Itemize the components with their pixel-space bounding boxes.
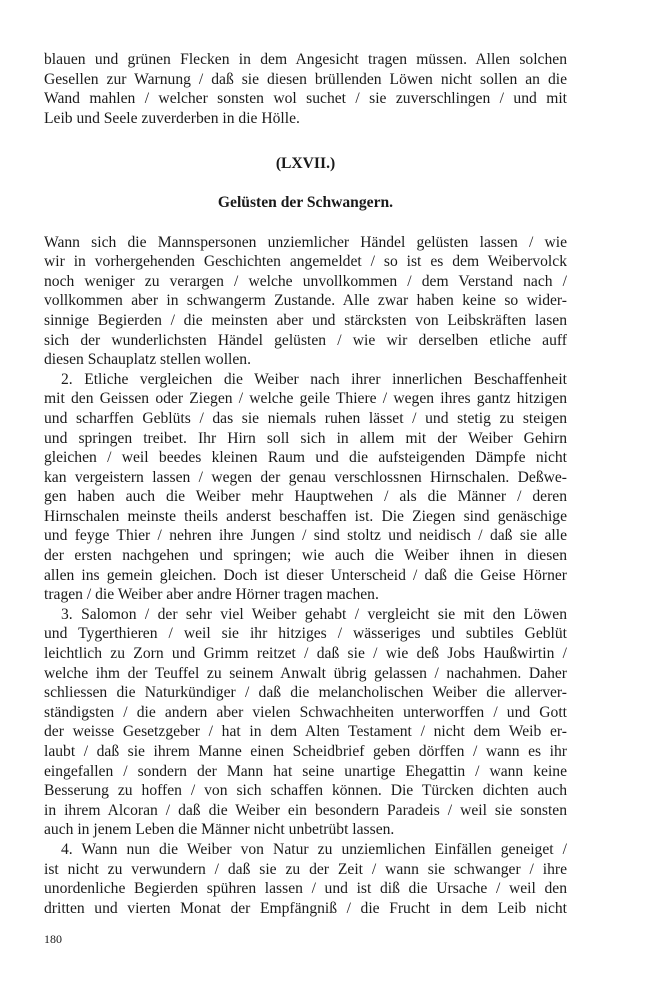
text-line: Wann sich die Mannspersonen unziemlicher Händel gelüsten lassen / wie (44, 233, 567, 251)
text-line: diesen Schauplatz stellen wollen. (44, 351, 251, 369)
text-line: Besserung zu hoffen / von sich schaffen können. Die Türcken dichten auch (44, 782, 567, 800)
text-line: schliessen die Naturkündiger / daß die melancholischen Weiber die allerver- (44, 684, 567, 702)
text-line: noch weniger zu verargen / welche unvollkommen / dem Verstand nach / (44, 272, 567, 290)
chapter-number: (LXVII.) (275, 155, 336, 173)
text-line: gleichen / weil beedes kleinen Raum und die aufsteigenden Dämpfe nicht (44, 449, 567, 467)
intro-paragraph (44, 50, 567, 128)
text-line: sinnige Begierden / die meinsten aber und stärcksten von Leibskräften lasen (44, 311, 567, 329)
text-line: Hirnschalen meinste theils anderst beschaffen ist. Die Ziegen sind genäschige (44, 507, 567, 525)
text-line: und springen treibet. Ihr Hirn soll sich in allem mit der Weiber Gehirn (44, 429, 567, 447)
text-line: allen ins gemein gleichen. Doch ist dieser Unterscheid / daß die Geise Hörner (44, 566, 567, 584)
text-line: Leib und Seele zuverderben in die Hölle. (44, 109, 300, 127)
text-line: kan vergeistern lassen / wegen der genau verschlossnen Hirnschalen. Deßwe- (44, 468, 567, 486)
page-number: 180 (44, 932, 62, 946)
text-line: ständigsten / die andern aber vielen Schwachheiten unterworffen / und Gott (44, 703, 567, 721)
text-line: 4. Wann nun die Weiber von Natur zu unziemlichen Einfällen geneiget / (61, 840, 567, 858)
text-line: dritten und vierten Monat der Empfängniß / die Frucht in dem Leib nicht (44, 899, 567, 917)
paragraph-4 (44, 840, 567, 918)
text-line: und feyge Thier / nehren ihre Jungen / sind stoltz und neidisch / daß sie alle (44, 527, 567, 545)
text-line: leichtlich zu Zorn und Grimm reitzet / daß sie / wie deß Jobs Haußwirtin / (44, 645, 567, 663)
text-line: gen haben auch die Weiber mehr Hauptwehen / als die Männer / deren (44, 488, 567, 506)
text-line: welche ihm der Teuffel zu seinem Anwalt übrig gelassen / nachahmen. Daher (44, 664, 567, 682)
text-line: eingefallen / sondern der Mann hat seine unartige Ehegattin / wann keine (44, 762, 567, 780)
text-line: vollkommen aber in schwangerm Zustande. Alle zwar haben keine so wider- (44, 292, 567, 310)
text-line: sich der wunderlichsten Händel gelüsten / wie wir derselben etliche auff (44, 331, 567, 349)
text-line: Gesellen zur Warnung / daß sie diesen brüllenden Löwen nicht sollen an die (44, 70, 567, 88)
text-line: 3. Salomon / der sehr viel Weiber gehabt / vergleicht sie mit den Löwen (61, 605, 567, 623)
paragraph-3 (44, 605, 567, 840)
text-line: in ihrem Alcoran / daß die Weiber ein besondern Paradeis / weil sie sonsten (44, 801, 567, 819)
page-body (44, 50, 567, 918)
text-line: und Tygerthieren / weil sie ihr hitziges / wässeriges und subtiles Geblüt (44, 625, 567, 643)
text-line: der weisse Gesetzgeber / hat in dem Alten Testament / nicht dem Weib er- (44, 723, 567, 741)
paragraph-2 (44, 370, 567, 605)
text-line: Wand mahlen / welcher sonsten wol suchet / sie zuverschlingen / und mit (44, 90, 567, 108)
text-line: blauen und grünen Flecken in dem Angesicht tragen müssen. Allen solchen (44, 51, 567, 68)
chapter-title: Gelüsten der Schwangern. (217, 193, 394, 211)
text-line: unordenliche Begierden spühren lassen / und ist diß die Ursache / weil den (44, 880, 567, 898)
text-line: wir in vorhergehenden Geschichten angemeldet / so ist es dem Weibervolck (44, 253, 567, 271)
text-line: 2. Etliche vergleichen die Weiber nach ihrer innerlichen Beschaffenheit (61, 370, 567, 388)
text-line: ist nicht zu verwundern / daß sie zu der Zeit / wann sie schwanger / ihre (44, 860, 567, 878)
text-line: laubt / daß sie ihrem Manne einen Scheidbrief geben dörffen / wann es ihr (44, 743, 567, 760)
text-line: und scharffen Geblüts / das sie niemals ruhen lässet / und stetig zu steigen (44, 409, 567, 427)
text-line: der ersten nachgehen und springen; wie auch die Weiber ihnen in diesen (44, 547, 567, 565)
text-line: tragen / die Weiber aber andre Hörner tragen machen. (44, 586, 379, 604)
paragraph-1 (44, 233, 567, 370)
text-line: auch in jenem Leben die Männer nicht unbetrübt lassen. (44, 821, 395, 839)
text-line: mit den Geissen oder Ziegen / welche geile Thiere / wegen ihres gantz hitzigen (44, 390, 567, 408)
